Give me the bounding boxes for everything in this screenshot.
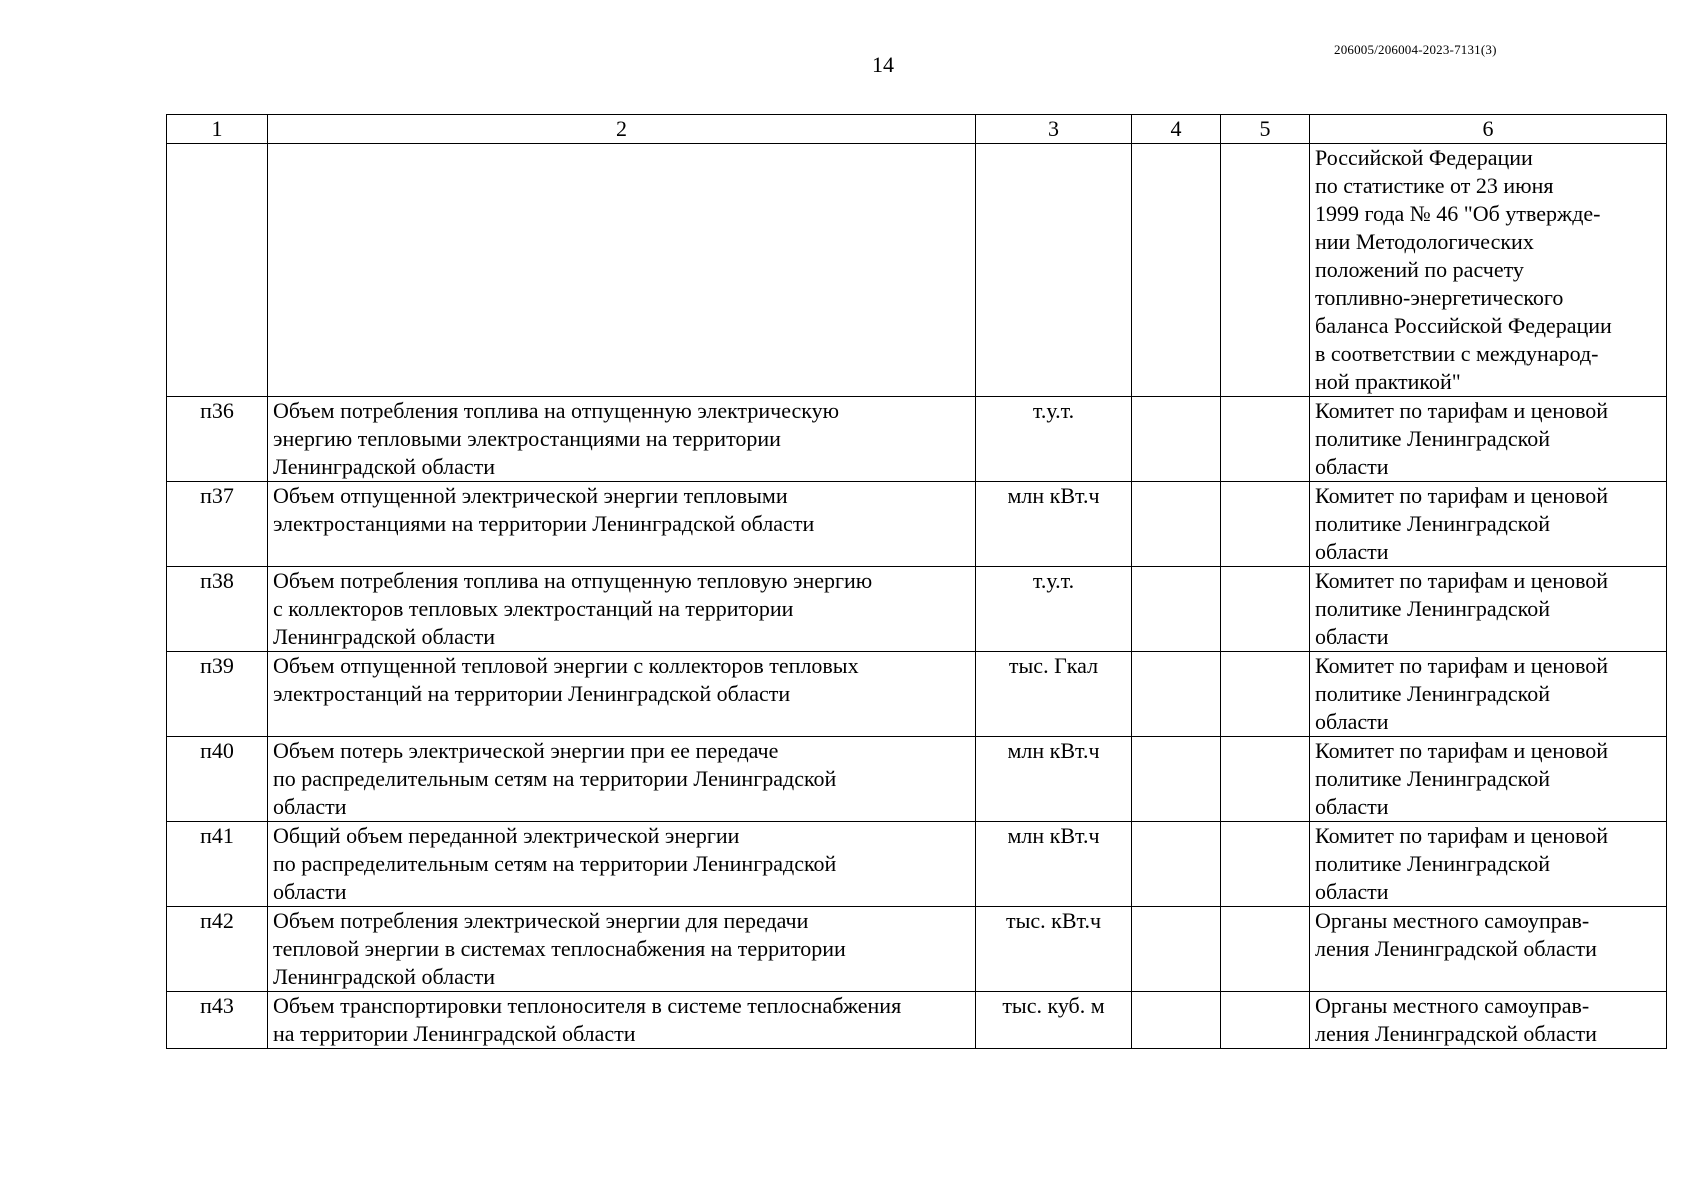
indicator-code: п42 <box>167 907 268 992</box>
data-source <box>1310 907 1667 992</box>
data-source <box>1310 397 1667 482</box>
page-number: 14 <box>872 52 894 77</box>
column-4-value <box>1132 737 1221 822</box>
indicator-name <box>268 482 976 567</box>
column-5-value <box>1221 567 1310 652</box>
unit-of-measure: т.у.т. <box>976 397 1132 482</box>
data-source-line: ления Ленинградской области <box>1315 1021 1597 1046</box>
data-source-line: области <box>1315 709 1389 734</box>
column-4-value <box>1132 822 1221 907</box>
column-5-value <box>1221 652 1310 737</box>
table-row <box>167 737 1667 822</box>
indicator-name <box>268 567 976 652</box>
data-source-line: области <box>1315 794 1389 819</box>
table-row <box>167 822 1667 907</box>
column-4-value <box>1132 992 1221 1049</box>
data-source-line: области <box>1315 624 1389 649</box>
data-source <box>1310 992 1667 1049</box>
indicator-code: п36 <box>167 397 268 482</box>
table-row <box>167 397 1667 482</box>
data-source-line: Комитет по тарифам и ценовой <box>1315 653 1609 678</box>
unit-of-measure: т.у.т. <box>976 567 1132 652</box>
indicator-name-line: области <box>273 794 347 819</box>
indicator-name-line: тепловой энергии в системах теплоснабжения на территории <box>273 936 846 961</box>
indicator-name-line: Ленинградской области <box>273 454 495 479</box>
indicator-name-line: Общий объем переданной электрической энергии <box>273 823 740 848</box>
data-source <box>1310 737 1667 822</box>
column-5-value <box>1221 907 1310 992</box>
data-source-line: Комитет по тарифам и ценовой <box>1315 568 1609 593</box>
indicator-name-line: Объем отпущенной электрической энергии тепловыми <box>273 483 788 508</box>
indicator-name <box>268 397 976 482</box>
data-source-line: политике Ленинградской <box>1315 851 1550 876</box>
column-header-2: 2 <box>268 115 976 144</box>
indicator-name-line: электростанциями на территории Ленинградской области <box>273 511 815 536</box>
indicator-name-line: по распределительным сетям на территории Ленинградской <box>273 766 837 791</box>
table-row <box>167 907 1667 992</box>
data-source-line: 1999 года № 46 "Об утвержде- <box>1315 201 1601 226</box>
indicator-name <box>268 992 976 1049</box>
indicator-name <box>268 822 976 907</box>
unit-of-measure: тыс. куб. м <box>976 992 1132 1049</box>
column-header-5: 5 <box>1221 115 1310 144</box>
table-body <box>167 115 1667 1049</box>
data-source-line: Комитет по тарифам и ценовой <box>1315 398 1609 423</box>
data-source-line: политике Ленинградской <box>1315 596 1550 621</box>
column-4-value <box>1132 567 1221 652</box>
indicator-name-line: Объем потребления топлива на отпущенную электрическую <box>273 398 840 423</box>
indicator-name <box>268 144 976 397</box>
data-source-line: баланса Российской Федерации <box>1315 313 1612 338</box>
data-source-line: нии Методологических <box>1315 229 1534 254</box>
unit-of-measure: млн кВт.ч <box>976 822 1132 907</box>
column-4-value <box>1132 482 1221 567</box>
data-source-line: области <box>1315 539 1389 564</box>
column-4-value <box>1132 652 1221 737</box>
data-source-line: положений по расчету <box>1315 257 1524 282</box>
table-row-continuation <box>167 144 1667 397</box>
indicator-code: п41 <box>167 822 268 907</box>
data-source-line: Комитет по тарифам и ценовой <box>1315 738 1609 763</box>
indicator-code: п37 <box>167 482 268 567</box>
data-source-line: области <box>1315 879 1389 904</box>
indicator-name-line: Объем транспортировки теплоносителя в системе теплоснабжения <box>273 993 902 1018</box>
indicator-name <box>268 737 976 822</box>
column-5-value <box>1221 482 1310 567</box>
data-source <box>1310 567 1667 652</box>
indicator-code <box>167 144 268 397</box>
data-source-line: топливно-энергетического <box>1315 285 1564 310</box>
column-5-value <box>1221 144 1310 397</box>
indicator-name-line: Объем потерь электрической энергии при ее передаче <box>273 738 779 763</box>
indicator-name-line: области <box>273 879 347 904</box>
indicator-name-line: Ленинградской области <box>273 964 495 989</box>
table-row <box>167 652 1667 737</box>
indicator-name-line: Объем отпущенной тепловой энергии с коллекторов тепловых <box>273 653 859 678</box>
indicator-code: п40 <box>167 737 268 822</box>
table-row <box>167 482 1667 567</box>
data-source-line: области <box>1315 454 1389 479</box>
data-source <box>1310 482 1667 567</box>
column-5-value <box>1221 822 1310 907</box>
indicator-name-line: Объем потребления электрической энергии для передачи <box>273 908 809 933</box>
unit-of-measure: тыс. Гкал <box>976 652 1132 737</box>
indicator-name-line: электростанций на территории Ленинградской области <box>273 681 791 706</box>
unit-of-measure: млн кВт.ч <box>976 737 1132 822</box>
data-source-line: политике Ленинградской <box>1315 511 1550 536</box>
indicator-code: п39 <box>167 652 268 737</box>
column-header-3: 3 <box>976 115 1132 144</box>
data-source-line: политике Ленинградской <box>1315 426 1550 451</box>
indicator-name-line: энергию тепловыми электростанциями на территории <box>273 426 781 451</box>
indicator-name-line: с коллекторов тепловых электростанций на территории <box>273 596 794 621</box>
indicator-name-line: по распределительным сетям на территории Ленинградской <box>273 851 837 876</box>
column-5-value <box>1221 397 1310 482</box>
data-source-line: Органы местного самоуправ- <box>1315 908 1590 933</box>
data-source-line: ной практикой" <box>1315 369 1461 394</box>
indicator-name <box>268 907 976 992</box>
data-source-line: ления Ленинградской области <box>1315 936 1597 961</box>
column-header-4: 4 <box>1132 115 1221 144</box>
data-source-line: политике Ленинградской <box>1315 766 1550 791</box>
data-source-line: Комитет по тарифам и ценовой <box>1315 483 1609 508</box>
document-id: 206005/206004-2023-7131(3) <box>1334 42 1497 57</box>
data-source-line: Российской Федерации <box>1315 145 1533 170</box>
table-row <box>167 992 1667 1049</box>
column-header-1: 1 <box>167 115 268 144</box>
indicator-code: п38 <box>167 567 268 652</box>
data-source-line: по статистике от 23 июня <box>1315 173 1554 198</box>
indicator-name <box>268 652 976 737</box>
data-source <box>1310 144 1667 397</box>
data-source <box>1310 822 1667 907</box>
indicator-name-line: Объем потребления топлива на отпущенную тепловую энергию <box>273 568 873 593</box>
column-4-value <box>1132 907 1221 992</box>
unit-of-measure <box>976 144 1132 397</box>
column-4-value <box>1132 397 1221 482</box>
column-5-value <box>1221 992 1310 1049</box>
table-row <box>167 567 1667 652</box>
unit-of-measure: тыс. кВт.ч <box>976 907 1132 992</box>
column-5-value <box>1221 737 1310 822</box>
indicator-code: п43 <box>167 992 268 1049</box>
data-source-line: Комитет по тарифам и ценовой <box>1315 823 1609 848</box>
data-source <box>1310 652 1667 737</box>
data-source-line: политике Ленинградской <box>1315 681 1550 706</box>
indicators-table <box>166 114 1667 1049</box>
data-source-line: в соответствии с международ- <box>1315 341 1599 366</box>
unit-of-measure: млн кВт.ч <box>976 482 1132 567</box>
column-header-6: 6 <box>1310 115 1667 144</box>
indicator-name-line: на территории Ленинградской области <box>273 1021 636 1046</box>
data-source-line: Органы местного самоуправ- <box>1315 993 1590 1018</box>
column-4-value <box>1132 144 1221 397</box>
table-header-row <box>167 115 1667 144</box>
indicator-name-line: Ленинградской области <box>273 624 495 649</box>
